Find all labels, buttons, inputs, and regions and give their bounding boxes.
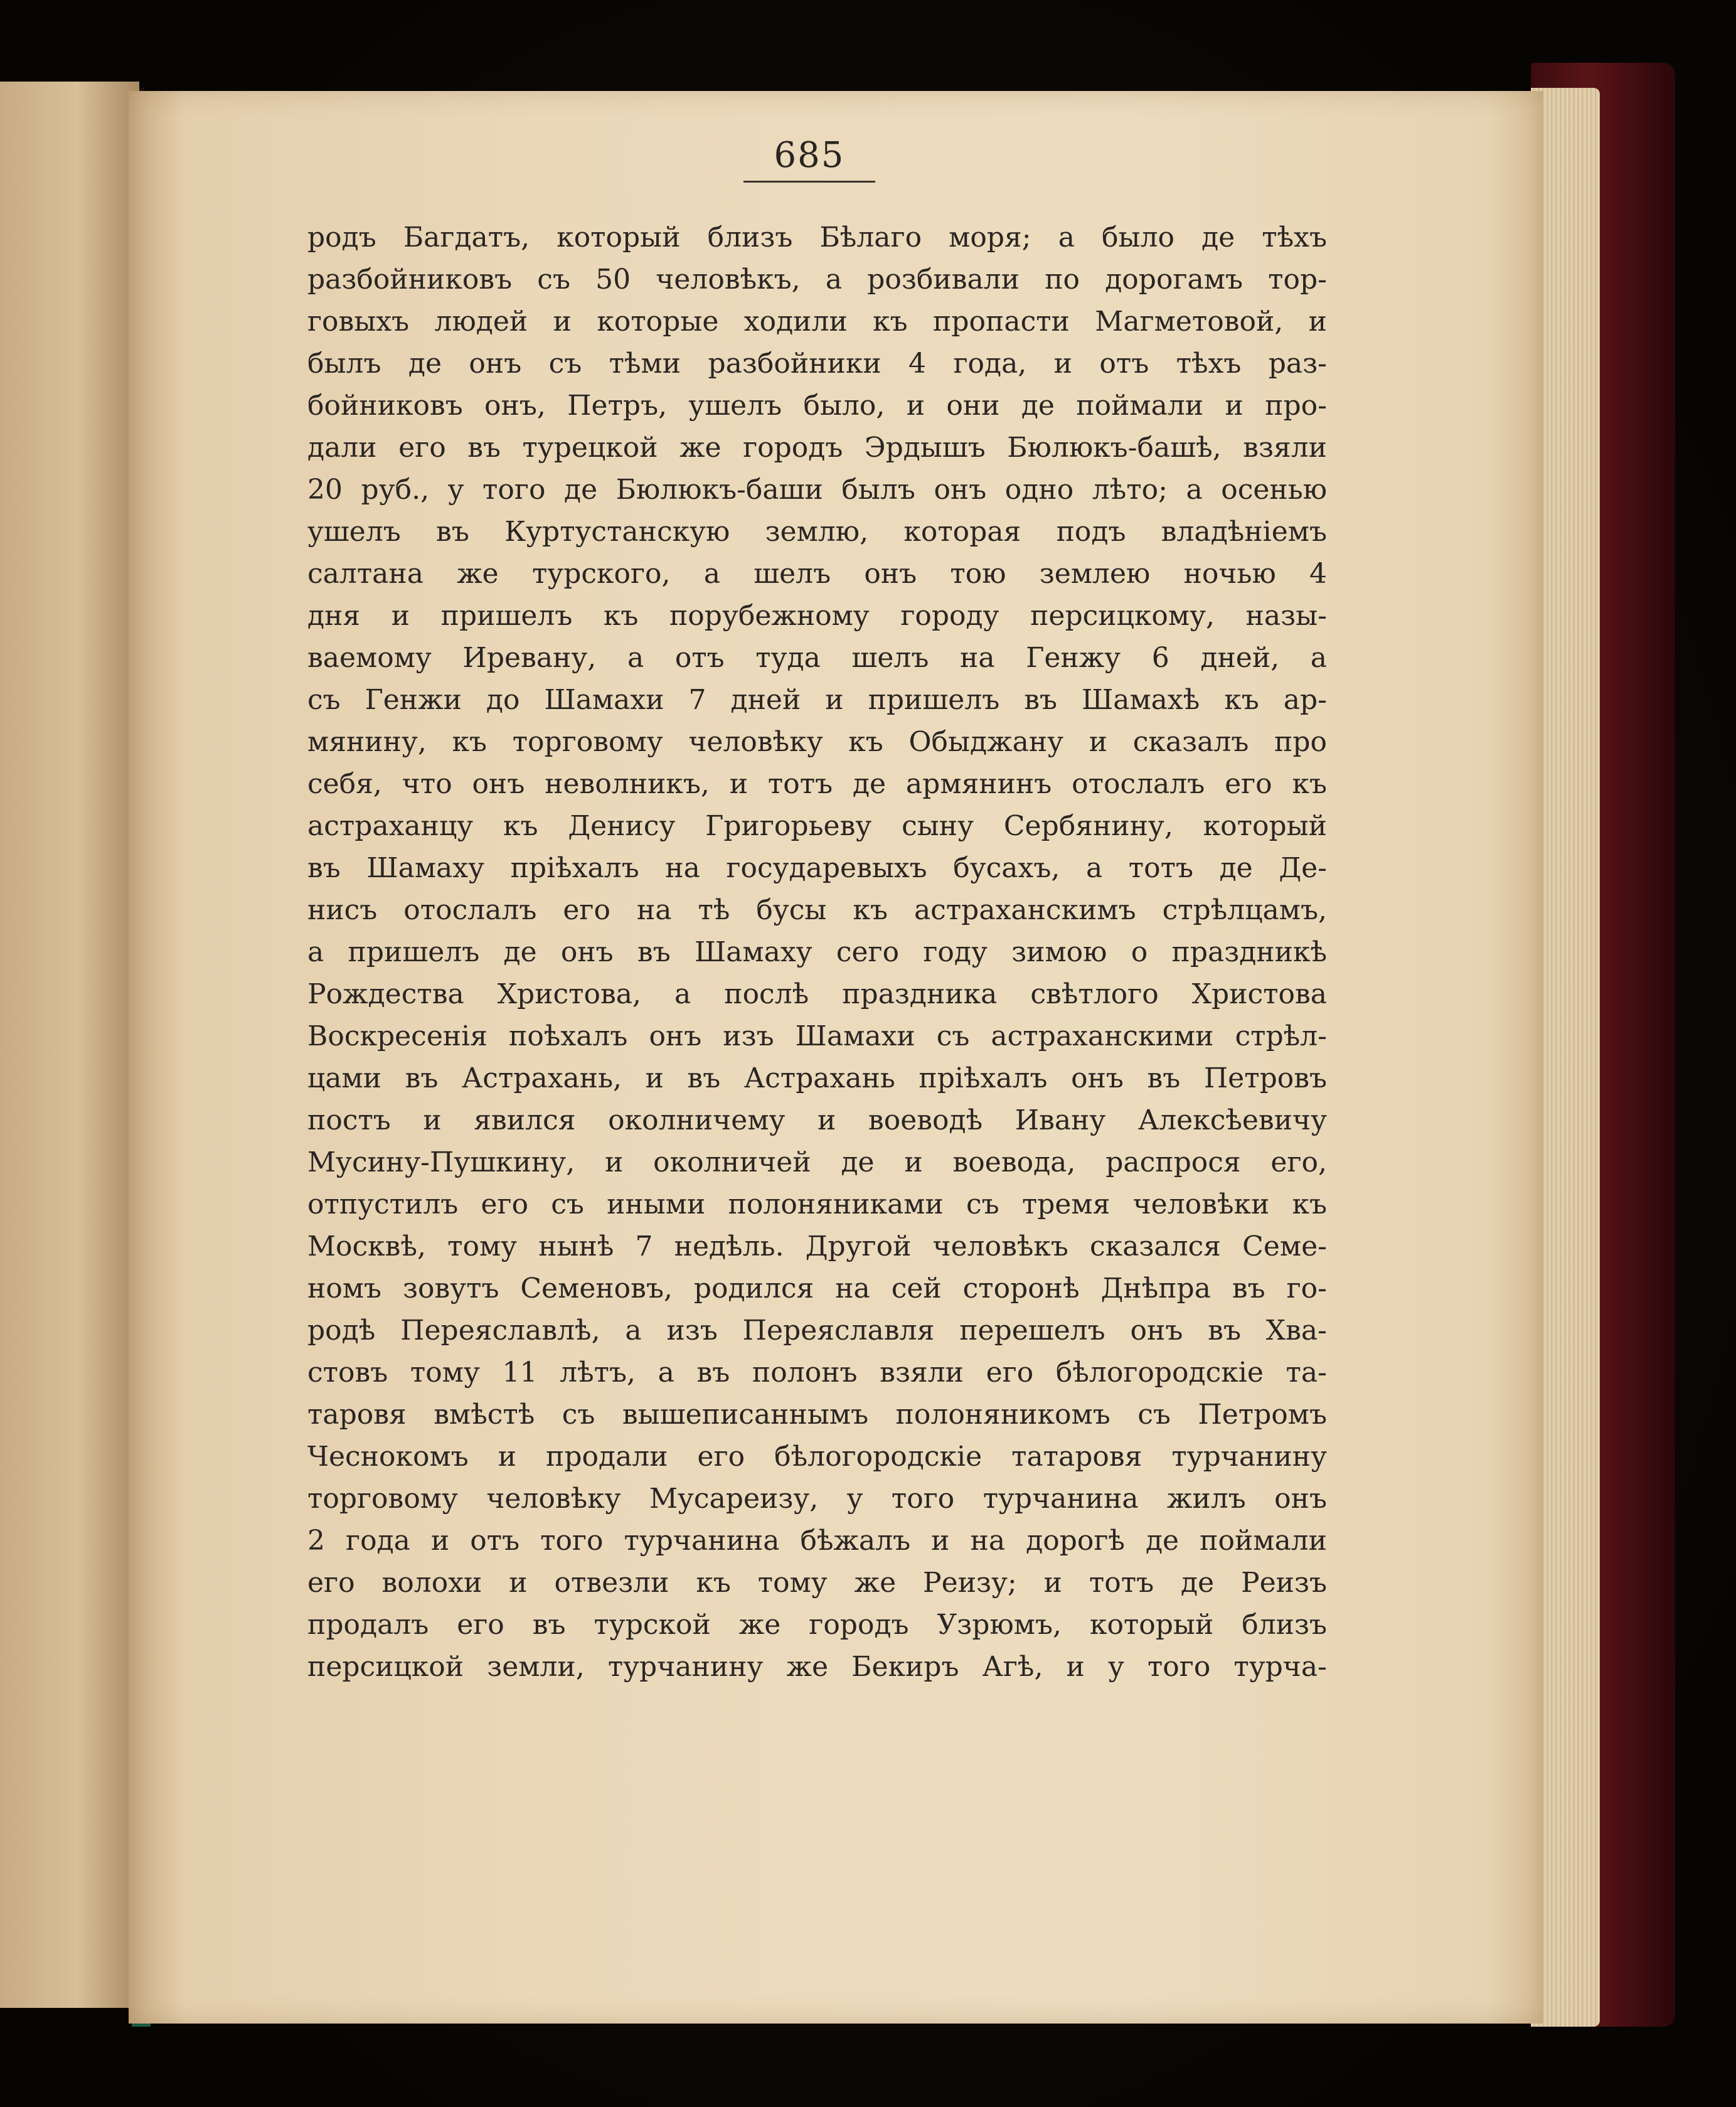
- text-line: Рождества Христова, а послѣ праздника свѣтлого Христова: [307, 978, 1327, 1010]
- text-line: постъ и явился околничему и воеводѣ Ивану Алексѣевичу: [307, 1104, 1327, 1136]
- text-line: астраханцу къ Денису Григорьеву сыну Сербянину, который: [307, 810, 1327, 842]
- text-line: себя, что онъ неволникъ, и тотъ де армянинъ отослалъ его къ: [307, 768, 1327, 800]
- text-line: 20 руб., у того де Бюлюкъ-баши былъ онъ одно лѣто; а осенью: [307, 474, 1327, 506]
- text-line: нисъ отослалъ его на тѣ бусы къ астраханскимъ стрѣлцамъ,: [307, 894, 1327, 926]
- text-line: цами въ Астрахань, и въ Астрахань пріѣхалъ онъ въ Петровъ: [307, 1062, 1327, 1094]
- text-line: торговому человѣку Мусареизу, у того турчанина жилъ онъ: [307, 1483, 1327, 1515]
- text-line: его волохи и отвезли къ тому же Реизу; и тотъ де Реизъ: [307, 1567, 1327, 1599]
- text-line: дня и пришелъ къ порубежному городу персицкому, назы-: [307, 600, 1327, 632]
- text-line: таровя вмѣстѣ съ вышеписаннымъ полоняникомъ съ Петромъ: [307, 1399, 1327, 1431]
- text-line: ушелъ въ Куртустанскую землю, которая подъ владѣніемъ: [307, 516, 1327, 548]
- text-line: персицкой земли, турчанину же Бекиръ Агѣ, и у того турча-: [307, 1651, 1327, 1683]
- text-line: Мусину-Пушкину, и околничей де и воевода, распрося его,: [307, 1146, 1327, 1178]
- text-line: родъ Багдатъ, который близъ Бѣлаго моря; а было де тѣхъ: [307, 221, 1327, 253]
- text-line: номъ зовутъ Семеновъ, родился на сей сторонѣ Днѣпра въ го-: [307, 1272, 1327, 1304]
- left-page-edge: [0, 82, 139, 2008]
- text-line: Москвѣ, тому нынѣ 7 недѣль. Другой человѣкъ сказался Семе-: [307, 1230, 1327, 1262]
- page-number: 685: [774, 135, 845, 176]
- text-line: Воскресенія поѣхалъ онъ изъ Шамахи съ астраханскими стрѣл-: [307, 1020, 1327, 1052]
- text-line: салтана же турского, а шелъ онъ тою землею ночью 4: [307, 558, 1327, 590]
- text-line: говыхъ людей и которые ходили къ пропасти Магметовой, и: [307, 306, 1327, 338]
- page-number-rule: [743, 181, 875, 183]
- text-line: родѣ Переяславлѣ, а изъ Переяславля перешелъ онъ въ Хва-: [307, 1315, 1327, 1347]
- text-line: Чеснокомъ и продали его бѣлогородскіе татаровя турчанину: [307, 1441, 1327, 1473]
- text-line: а пришелъ де онъ въ Шамаху сего году зимою о праздникѣ: [307, 936, 1327, 968]
- page-text: [307, 216, 1327, 1688]
- text-line: продалъ его въ турской же городъ Узрюмъ, который близъ: [307, 1609, 1327, 1641]
- text-line: съ Генжи до Шамахи 7 дней и пришелъ въ Шамахѣ къ ар-: [307, 684, 1327, 716]
- text-line: разбойниковъ съ 50 человѣкъ, а розбивали по дорогамъ тор-: [307, 264, 1327, 296]
- text-line: былъ де онъ съ тѣми разбойники 4 года, и отъ тѣхъ раз-: [307, 348, 1327, 380]
- text-line: бойниковъ онъ, Петръ, ушелъ было, и они де поймали и про-: [307, 390, 1327, 422]
- text-line: въ Шамаху пріѣхалъ на государевыхъ бусахъ, а тотъ де Де-: [307, 852, 1327, 884]
- text-line: 2 года и отъ того турчанина бѣжалъ и на дорогѣ де поймали: [307, 1525, 1327, 1557]
- text-line: стовъ тому 11 лѣтъ, а въ полонъ взяли его бѣлогородскіе та-: [307, 1357, 1327, 1389]
- text-line: ваемому Иревану, а отъ туда шелъ на Генжу 6 дней, а: [307, 642, 1327, 674]
- text-line: отпустилъ его съ иными полоняниками съ тремя человѣки къ: [307, 1188, 1327, 1220]
- text-line: мянину, къ торговому человѣку къ Обыджану и сказалъ про: [307, 726, 1327, 758]
- text-line: дали его въ турецкой же городъ Эрдышъ Бюлюкъ-башѣ, взяли: [307, 432, 1327, 464]
